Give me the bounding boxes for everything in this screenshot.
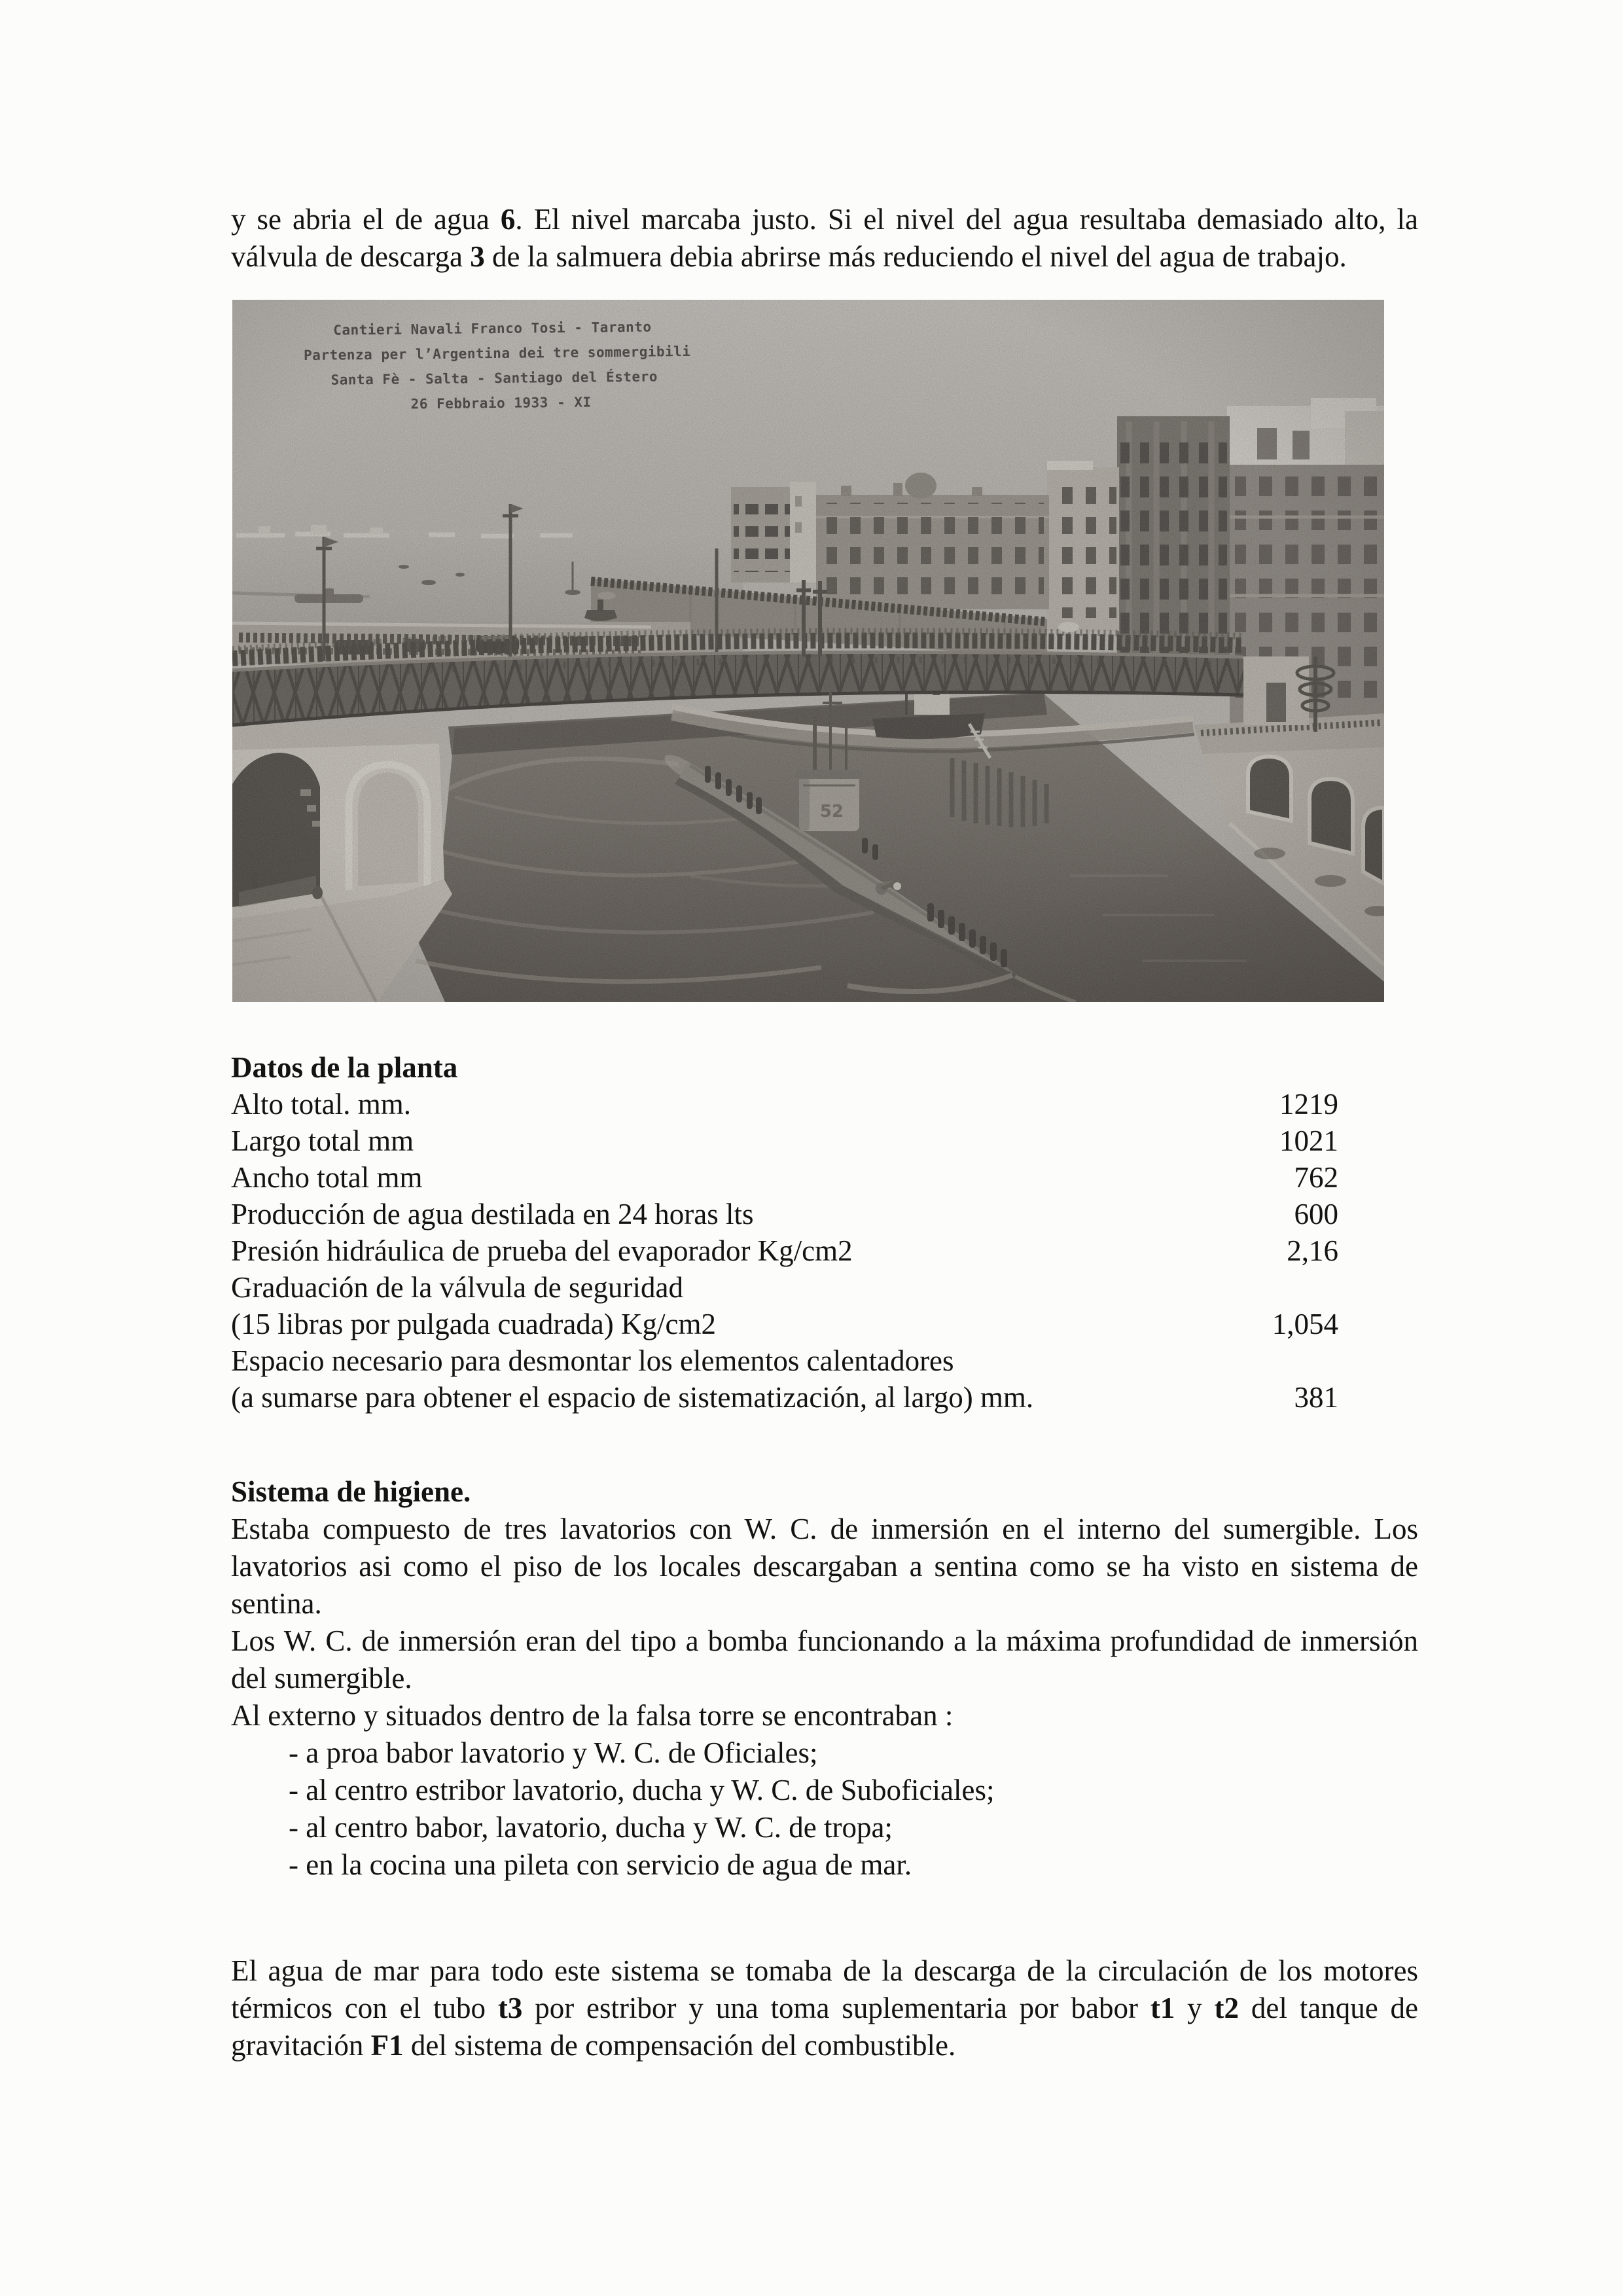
external-fixtures-list [231,1734,1418,1884]
hygiene-paragraph-2: Los W. C. de inmersión eran del tipo a bomba funcionando a la máxima profundidad de inmersión del sumergible. [231,1624,1418,1695]
row-value: 1,054 [1272,1308,1338,1340]
hygiene-heading: Sistema de higiene. [231,1475,471,1508]
row-label: (15 libras por pulgada cuadrada) Kg/cm2 [231,1308,716,1340]
row-value: 1219 [1279,1088,1338,1121]
table-row [231,1086,1338,1122]
row-label: (a sumarse para obtener el espacio de sistematización, al largo) mm. [231,1381,1034,1414]
caption-line-2: Partenza per l’Argentina dei tre sommergibili [303,343,691,364]
list-item: - a proa babor lavatorio y W. C. de Oficiales; [289,1736,818,1769]
table-row [231,1196,1338,1232]
row-label: Alto total. mm. [231,1088,411,1121]
row-value [1142,1269,1338,1306]
table-row [231,1306,1338,1342]
table-row [231,1342,1338,1379]
intro-paragraph: y se abria el de agua 6. El nivel marcaba justo. Si el nivel del agua resultaba demasiado alto, la válvula de descarga 3 de la salmuera debia abrirse más reduciendo el nivel del agua de trabajo. [231,203,1418,273]
row-value: 381 [1294,1381,1338,1414]
caption-line-4: 26 Febbraio 1933 - XI [410,394,592,412]
table-row [231,1159,1338,1196]
plant-data-heading: Datos de la planta [231,1051,458,1084]
list-item: - en la cocina una pileta con servicio de agua de mar. [289,1848,912,1881]
row-value: 1021 [1279,1124,1338,1157]
caption-line-3: Santa Fè - Salta - Santiago del Éstero [330,368,658,388]
row-value: 762 [1294,1161,1338,1194]
table-row [231,1379,1338,1416]
row-value: 600 [1294,1198,1338,1230]
hygiene-paragraph-1: Estaba compuesto de tres lavatorios con W. C. de inmersión en el interno del sumergible. Los lavatorios asi como el piso de los locales descargaban a sentina como se ha visto en sistema de sentina. [231,1513,1418,1620]
closing-paragraph: El agua de mar para todo este sistema se tomaba de la descarga de la circulación de los motores térmicos con el tubo t3 por estribor y una toma suplementaria por babor t1 y t2 del tanque de gravitación F1 del sistema de compensación del combustible. [231,1954,1419,2062]
row-value: 2,16 [1287,1234,1338,1267]
row-label: Graduación de la válvula de seguridad [231,1271,683,1304]
harbor-photograph [232,300,1384,1002]
caption-line-1: Cantieri Navali Franco Tosi - Taranto [333,319,652,338]
row-label: Largo total mm [231,1124,414,1157]
plant-data-section [231,1049,1418,1416]
table-row [231,1269,1338,1306]
row-label: Espacio necesario para desmontar los elementos calentadores [231,1344,954,1377]
table-row [231,1122,1338,1159]
row-value [1142,1342,1338,1379]
vignette [232,300,1384,1002]
list-item: - al centro estribor lavatorio, ducha y W. C. de Suboficiales; [289,1774,995,1806]
row-label: Presión hidráulica de prueba del evaporador Kg/cm2 [231,1234,853,1267]
row-label: Ancho total mm [231,1161,423,1194]
hygiene-section [231,1473,1418,1884]
table-row [231,1232,1338,1269]
hygiene-intro-line: Al externo y situados dentro de la falsa torre se encontraban : [231,1699,954,1732]
row-label: Producción de agua destilada en 24 horas lts [231,1198,754,1230]
list-item: - al centro babor, lavatorio, ducha y W. C. de tropa; [289,1811,893,1844]
